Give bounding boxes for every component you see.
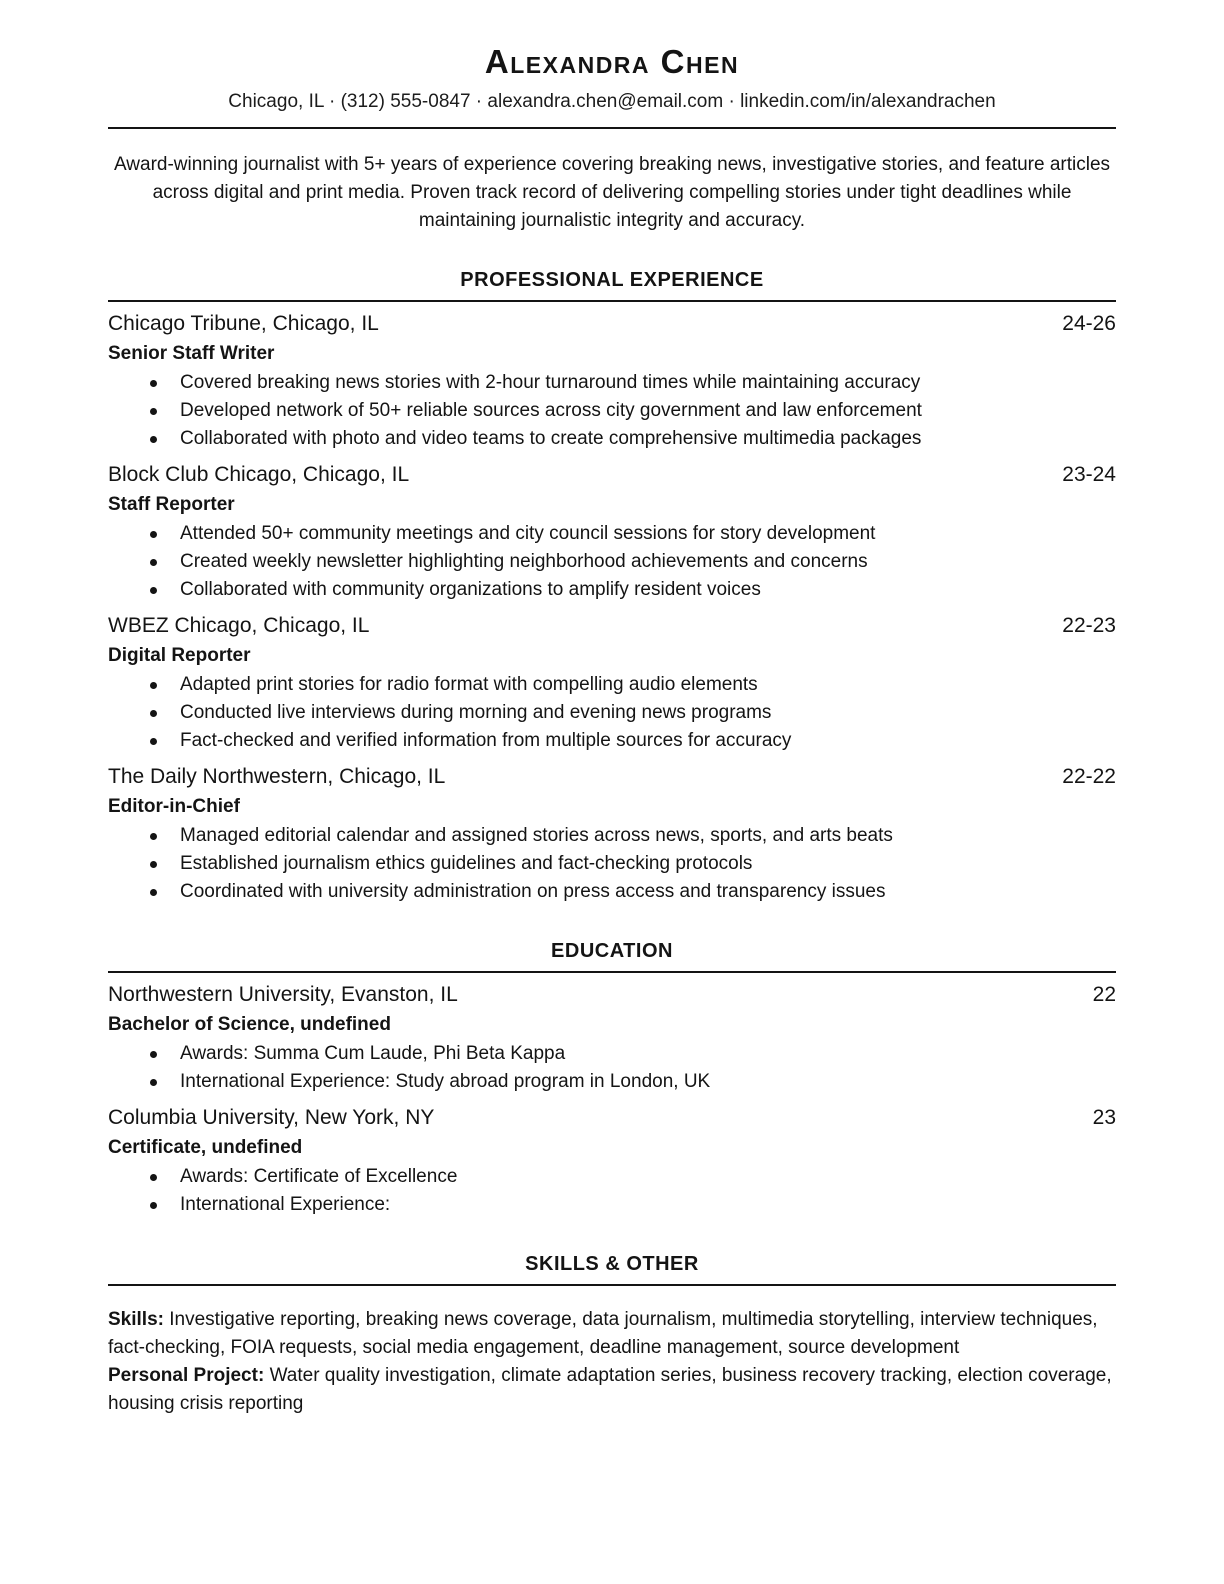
job-bullet-item: Covered breaking news stories with 2-hour turnaround times while maintaining accuracy: [108, 369, 1116, 397]
job-entry: [108, 762, 1116, 906]
job-bullet-item: Conducted live interviews during morning and evening news programs: [108, 699, 1116, 727]
school-name: Northwestern University, Evanston, IL: [108, 983, 458, 1006]
school-bullet-item: Awards: Summa Cum Laude, Phi Beta Kappa: [108, 1040, 1116, 1068]
education-heading: EDUCATION: [108, 939, 1116, 973]
job-bullet-item: Established journalism ethics guidelines and fact-checking protocols: [108, 850, 1116, 878]
job-dates: 23-24: [1062, 463, 1116, 486]
job-entry: [108, 309, 1116, 453]
school-dates: 22: [1092, 983, 1116, 1006]
education-section: [108, 939, 1116, 1219]
resume-header: [108, 42, 1116, 129]
summary-paragraph: Award-winning journalist with 5+ years of experience covering breaking news, investigative stories, and feature articles across digital and print media. Proven track record of delivering compelling stories under tight deadlines while maintaining journalistic integrity and accuracy.: [113, 154, 1111, 231]
job-title: Editor-in-Chief: [108, 796, 240, 817]
job-bullet-item: Managed editorial calendar and assigned stories across news, sports, and arts beats: [108, 822, 1116, 850]
school-bullet-item: Awards: Certificate of Excellence: [108, 1163, 1116, 1191]
experience-section: [108, 268, 1116, 906]
job-bullet-item: Attended 50+ community meetings and city council sessions for story development: [108, 520, 1116, 548]
job-bullet-item: Fact-checked and verified information from multiple sources for accuracy: [108, 727, 1116, 755]
job-dates: 24-26: [1062, 312, 1116, 335]
skills-line: [108, 1306, 1116, 1362]
job-title: Digital Reporter: [108, 645, 251, 666]
job-title: Staff Reporter: [108, 494, 235, 515]
skills-label: Skills:: [108, 1309, 164, 1330]
job-title: Senior Staff Writer: [108, 343, 275, 364]
job-entry: [108, 460, 1116, 604]
school-entry: [108, 980, 1116, 1096]
job-bullet-list: [108, 671, 1116, 755]
school-dates: 23: [1092, 1106, 1116, 1129]
company-name: The Daily Northwestern, Chicago, IL: [108, 765, 446, 788]
school-bullet-list: [108, 1163, 1116, 1219]
personal-project-line: [108, 1362, 1116, 1418]
job-entry: [108, 611, 1116, 755]
job-bullet-item: Collaborated with photo and video teams to create comprehensive multimedia packages: [108, 425, 1116, 453]
company-name: WBEZ Chicago, Chicago, IL: [108, 614, 370, 637]
degree-title: Bachelor of Science, undefined: [108, 1014, 391, 1035]
job-bullet-item: Coordinated with university administration on press access and transparency issues: [108, 878, 1116, 906]
candidate-name: Alexandra Chen: [484, 43, 740, 80]
company-name: Chicago Tribune, Chicago, IL: [108, 312, 379, 335]
school-entry: [108, 1103, 1116, 1219]
personal-project-text: Water quality investigation, climate adaptation series, business recovery tracking, election coverage, housing crisis reporting: [108, 1365, 1112, 1414]
personal-project-label: Personal Project:: [108, 1365, 265, 1386]
job-bullet-list: [108, 520, 1116, 604]
degree-title: Certificate, undefined: [108, 1137, 303, 1158]
job-bullet-item: Collaborated with community organizations to amplify resident voices: [108, 576, 1116, 604]
job-bullet-item: Developed network of 50+ reliable sources across city government and law enforcement: [108, 397, 1116, 425]
job-bullet-item: Created weekly newsletter highlighting neighborhood achievements and concerns: [108, 548, 1116, 576]
school-bullet-list: [108, 1040, 1116, 1096]
contact-line: Chicago, IL · (312) 555-0847 · alexandra.chen@email.com · linkedin.com/in/alexandrachen: [228, 91, 996, 112]
school-header-row: [108, 980, 1116, 1010]
skills-section: [108, 1252, 1116, 1418]
job-dates: 22-23: [1062, 614, 1116, 637]
skills-text: Investigative reporting, breaking news coverage, data journalism, multimedia storytelling, interview techniques, fact-checking, FOIA requests, social media engagement, deadline management, source development: [108, 1309, 1098, 1358]
school-bullet-item: International Experience: Study abroad program in London, UK: [108, 1068, 1116, 1096]
job-dates: 22-22: [1062, 765, 1116, 788]
company-name: Block Club Chicago, Chicago, IL: [108, 463, 410, 486]
job-header-row: [108, 309, 1116, 339]
skills-heading: SKILLS & OTHER: [108, 1252, 1116, 1286]
skills-body: [108, 1306, 1116, 1418]
job-bullet-item: Adapted print stories for radio format with compelling audio elements: [108, 671, 1116, 699]
job-bullet-list: [108, 822, 1116, 906]
job-bullet-list: [108, 369, 1116, 453]
job-header-row: [108, 460, 1116, 490]
school-header-row: [108, 1103, 1116, 1133]
school-name: Columbia University, New York, NY: [108, 1106, 435, 1129]
school-bullet-item: International Experience:: [108, 1191, 1116, 1219]
experience-heading: PROFESSIONAL EXPERIENCE: [108, 268, 1116, 302]
job-header-row: [108, 611, 1116, 641]
job-header-row: [108, 762, 1116, 792]
